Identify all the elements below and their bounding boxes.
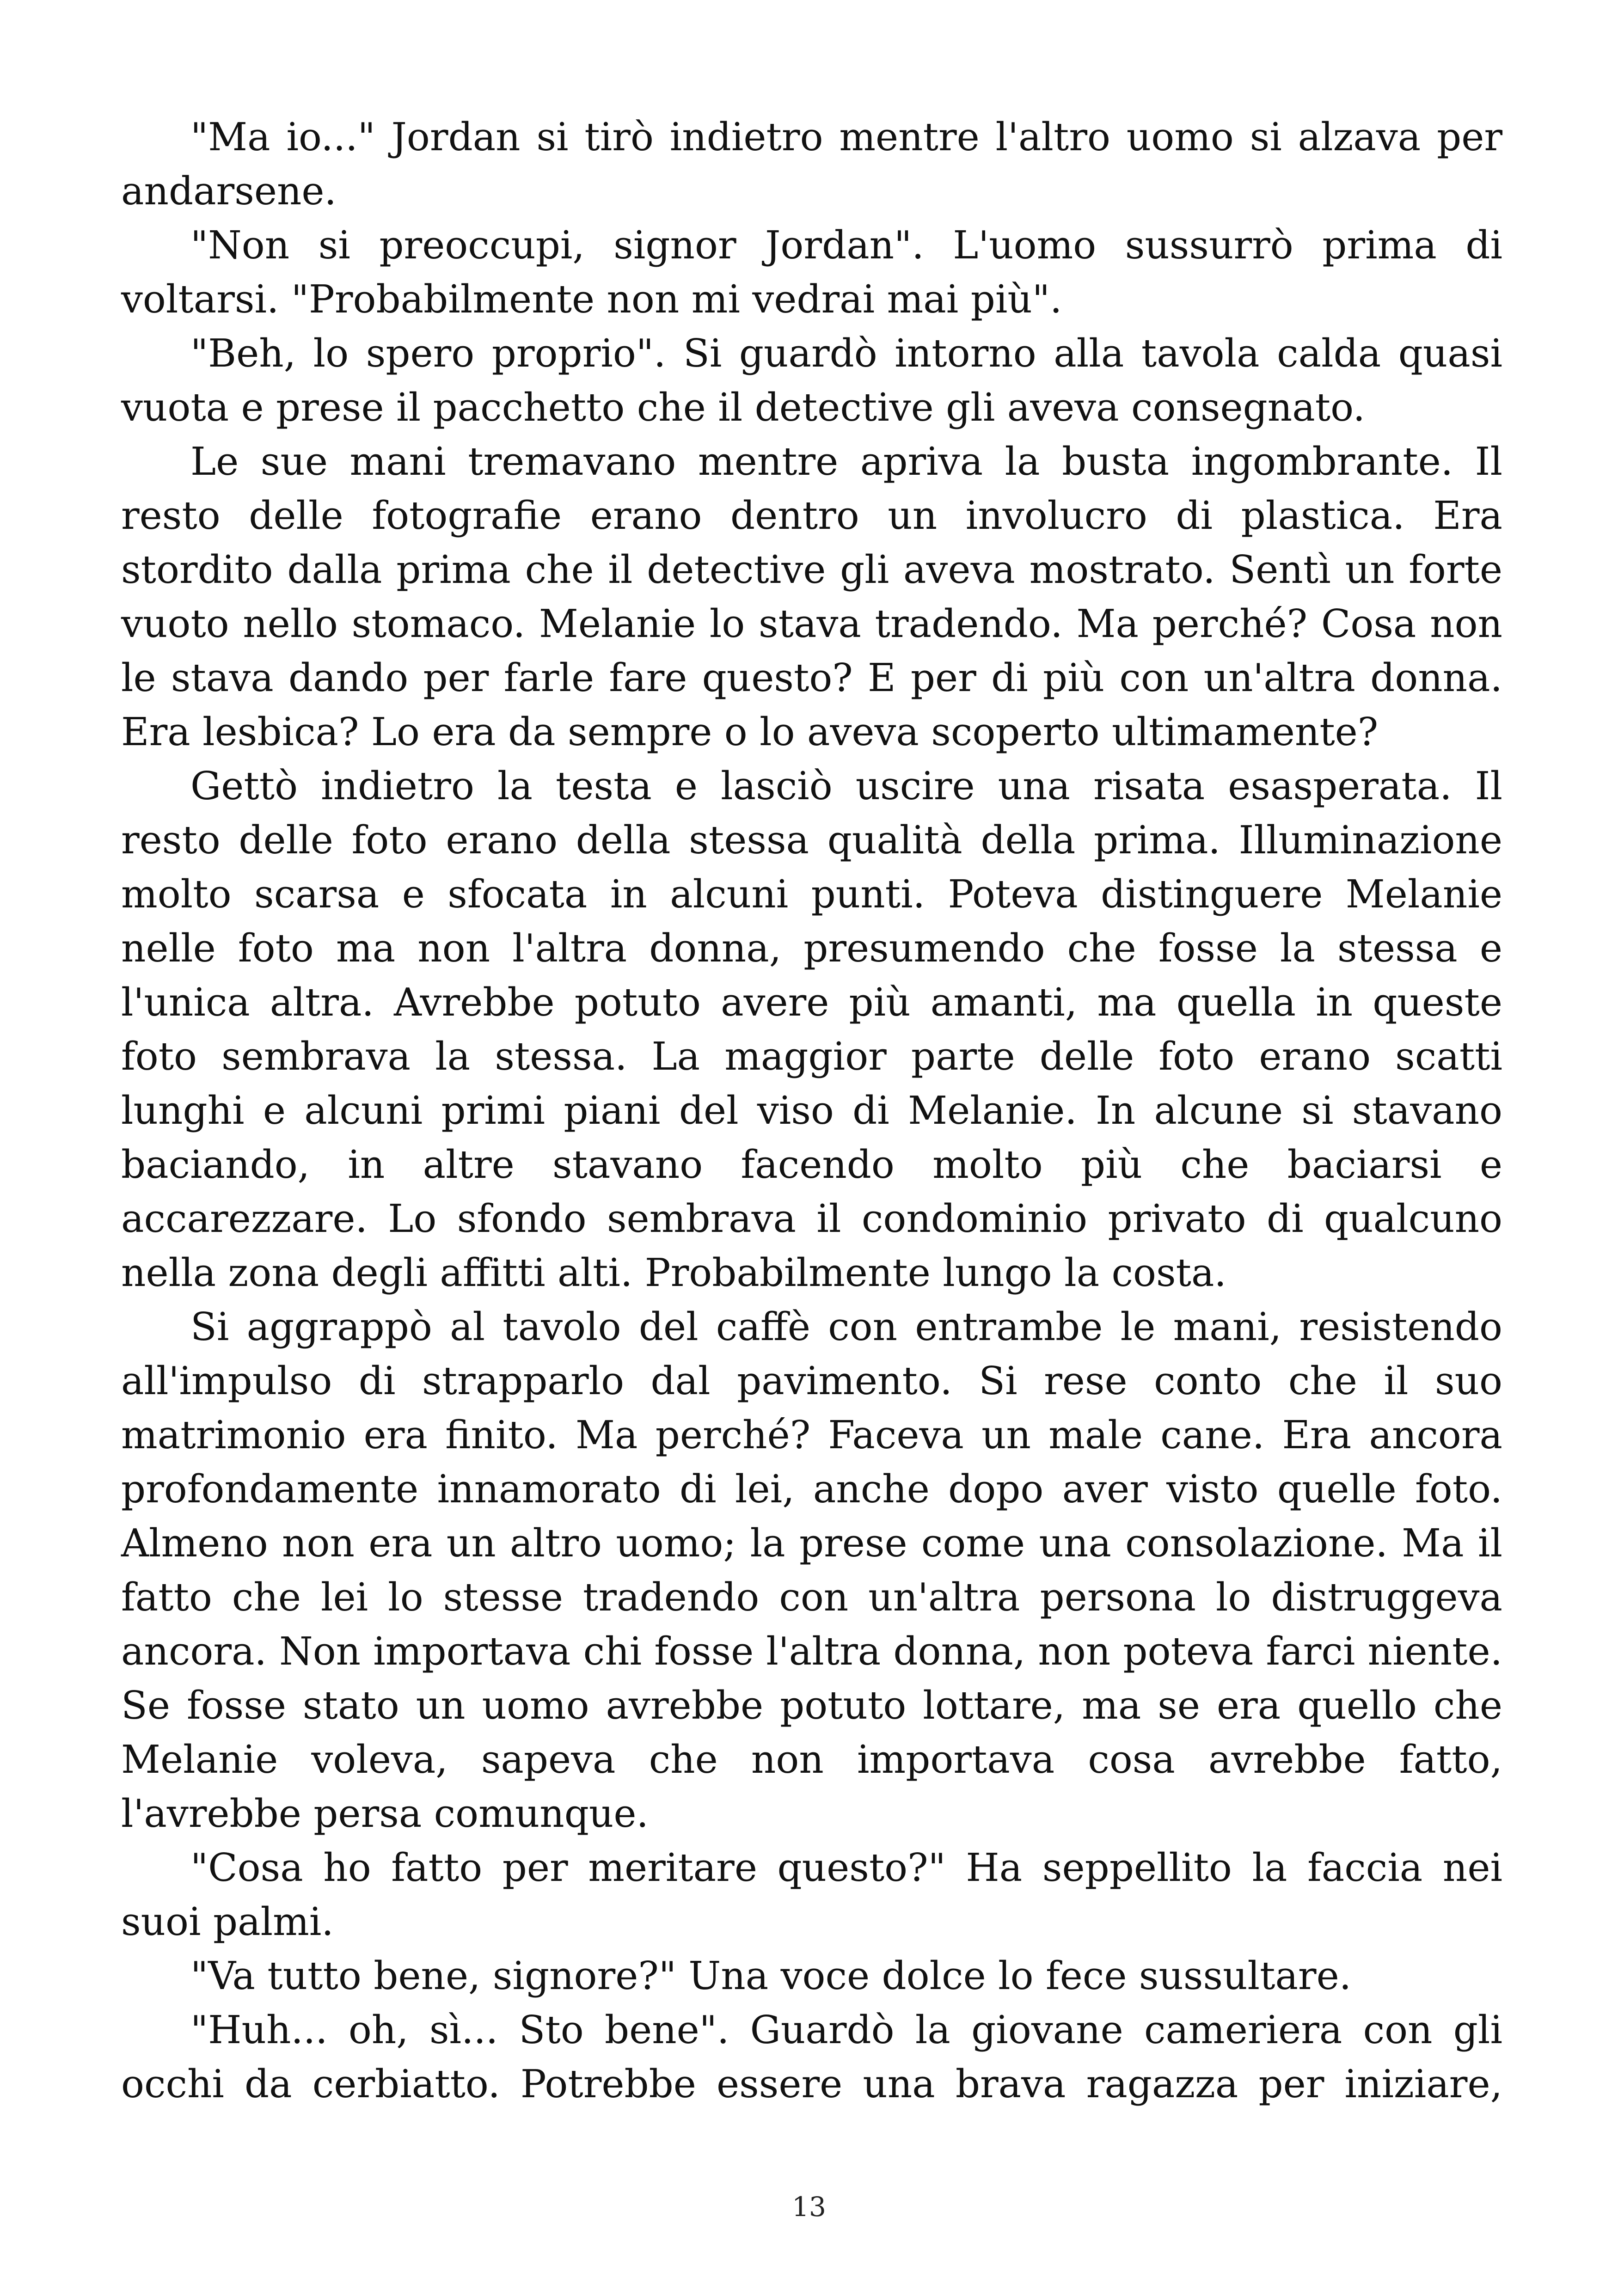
paragraph-3: "Beh, lo spero proprio". Si guardò intorno alla tavola calda quasi vuota e prese il pacchetto che il detective gli aveva consegnato. (121, 331, 1502, 430)
paragraph-1: "Ma io..." Jordan si tirò indietro mentre l'altro uomo si alzava per andarsene. (121, 115, 1502, 214)
paragraph-6: Si aggrappò al tavolo del caffè con entrambe le mani, resistendo all'impulso di strapparlo dal pavimento. Si rese conto che il suo matrimonio era finito. Ma perché? Faceva un male cane. Era ancora profondamente innamorato di lei, anche dopo aver visto quelle foto. Almeno non era un altro uomo; la prese come una consolazione. Ma il fatto che lei lo stesse tradendo con un'altra persona lo distruggeva ancora. Non importava chi fosse l'altra donna, non poteva farci niente. Se fosse stato un uomo avrebbe potuto lottare, ma se era quello che Melanie voleva, sapeva che non importava cosa avrebbe fatto, l'avrebbe persa comunque. (121, 1304, 1502, 1836)
paragraph-7: "Cosa ho fatto per meritare questo?" Ha seppellito la faccia nei suoi palmi. (121, 1845, 1502, 1944)
paragraph-8: "Va tutto bene, signore?" Una voce dolce lo fece sussultare. (190, 1953, 1352, 1998)
paragraph-9: "Huh... oh, sì... Sto bene". Guardò la giovane cameriera con gli occhi da cerbiatto. Potrebbe essere una brava ragazza per iniziare, (121, 2008, 1502, 2106)
page-number: 13 (792, 2191, 826, 2223)
body-text (121, 110, 1502, 2111)
paragraph-5: Gettò indietro la testa e lasciò uscire una risata esasperata. Il resto delle foto erano della stessa qualità della prima. Illuminazione molto scarsa e sfocata in alcuni punti. Poteva distinguere Melanie nelle foto ma non l'altra donna, presumendo che fosse la stessa e l'unica altra. Avrebbe potuto avere più amanti, ma quella in queste foto sembrava la stessa. La maggior parte delle foto erano scatti lunghi e alcuni primi piani del viso di Melanie. In alcune si stavano baciando, in altre stavano facendo molto più che baciarsi e accarezzare. Lo sfondo sembrava il condominio privato di qualcuno nella zona degli affitti alti. Probabilmente lungo la costa. (121, 764, 1502, 1295)
paragraph-2: "Non si preoccupi, signor Jordan". L'uomo sussurrò prima di voltarsi. "Probabilmente non mi vedrai mai più". (121, 223, 1502, 322)
paragraph-4: Le sue mani tremavano mentre apriva la busta ingombrante. Il resto delle fotografie erano dentro un involucro di plastica. Era stordito dalla prima che il detective gli aveva mostrato. Sentì un forte vuoto nello stomaco. Melanie lo stava tradendo. Ma perché? Cosa non le stava dando per farle fare questo? E per di più con un'altra donna. Era lesbica? Lo era da sempre o lo aveva scoperto ultimamente? (121, 439, 1502, 754)
